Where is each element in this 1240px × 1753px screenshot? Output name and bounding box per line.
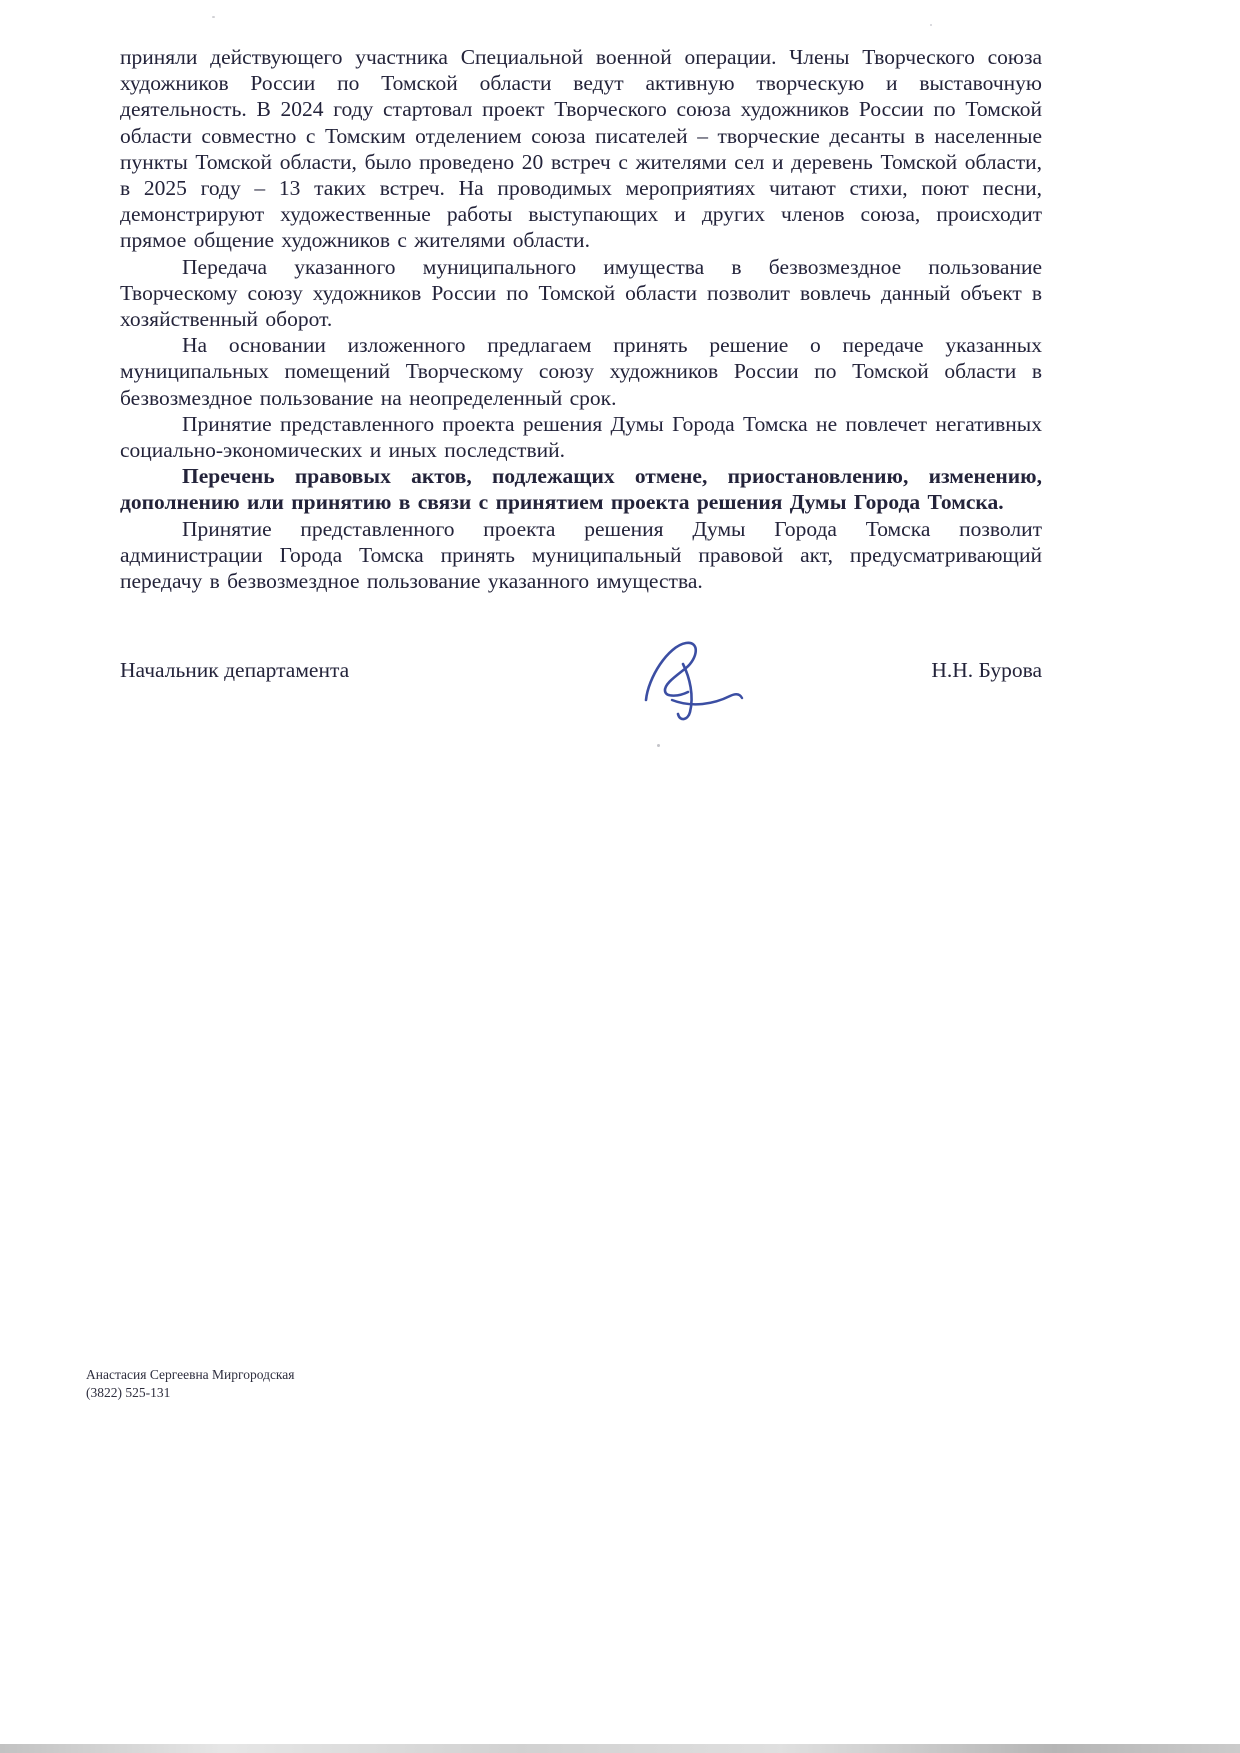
signatory-title: Начальник департамента [120, 658, 350, 682]
body-paragraph-conclusion: Принятие представленного проекта решения Думы Города Томска позволит администрации Города Томска принять муниципальный правовой акт, предусматривающий передачу в безвозмездное пользование указанного имущества. [120, 516, 1042, 594]
scanner-edge-artifact [0, 1744, 1240, 1753]
scan-speck [930, 24, 932, 26]
body-paragraph-continuation: приняли действующего участника Специальной военной операции. Члены Творческого союза художников России по Томской области ведут активную творческую и выставочную деятельность. В 2024 году стартовал проект Творческого союза художников России по Томской области совместно с Томским отделением союза писателей – творческие десанты в населенные пункты Томской области, было проведено 20 встреч с жителями сел и деревень Томской области, в 2025 году – 13 таких встреч. На проводимых мероприятиях читают стихи, поют песни, демонстрируют художественные работы выступающих и других членов союза, происходит прямое общение художников с жителями области. [120, 45, 1042, 253]
executor-phone: (3822) 525-131 [86, 1385, 171, 1400]
executor-name: Анастасия Сергеевна Миргородская [86, 1367, 295, 1382]
signatory-name: Н.Н. Бурова [931, 658, 1042, 682]
handwritten-signature [628, 634, 748, 726]
signature-stroke-loop [646, 643, 696, 700]
scan-speck [657, 744, 660, 747]
executor-contact-block [86, 1366, 295, 1402]
document-body [120, 44, 1042, 594]
signature-block [120, 640, 1042, 726]
body-paragraph-proposal: На основании изложенного предлагаем принять решение о передаче указанных муниципальных помещений Творческому союзу художников России по Томской области в безвозмездное пользование на неопределенный срок. [120, 333, 1042, 410]
acts-list-heading-paragraph: Перечень правовых актов, подлежащих отмене, приостановлению, изменению, дополнению или принятию в связи с принятием проекта решения Думы Города Томска. [120, 464, 1042, 515]
body-paragraph-transfer: Передача указанного муниципального имущества в безвозмездное пользование Творческому союзу художников России по Томской области позволит вовлечь данный объект в хозяйственный оборот. [120, 254, 1042, 332]
body-paragraph-no-consequences: Принятие представленного проекта решения Думы Города Томска не повлечет негативных социально-экономических и иных последствий. [120, 411, 1042, 463]
signature-stroke-tail [672, 694, 742, 704]
scan-speck [212, 16, 215, 18]
